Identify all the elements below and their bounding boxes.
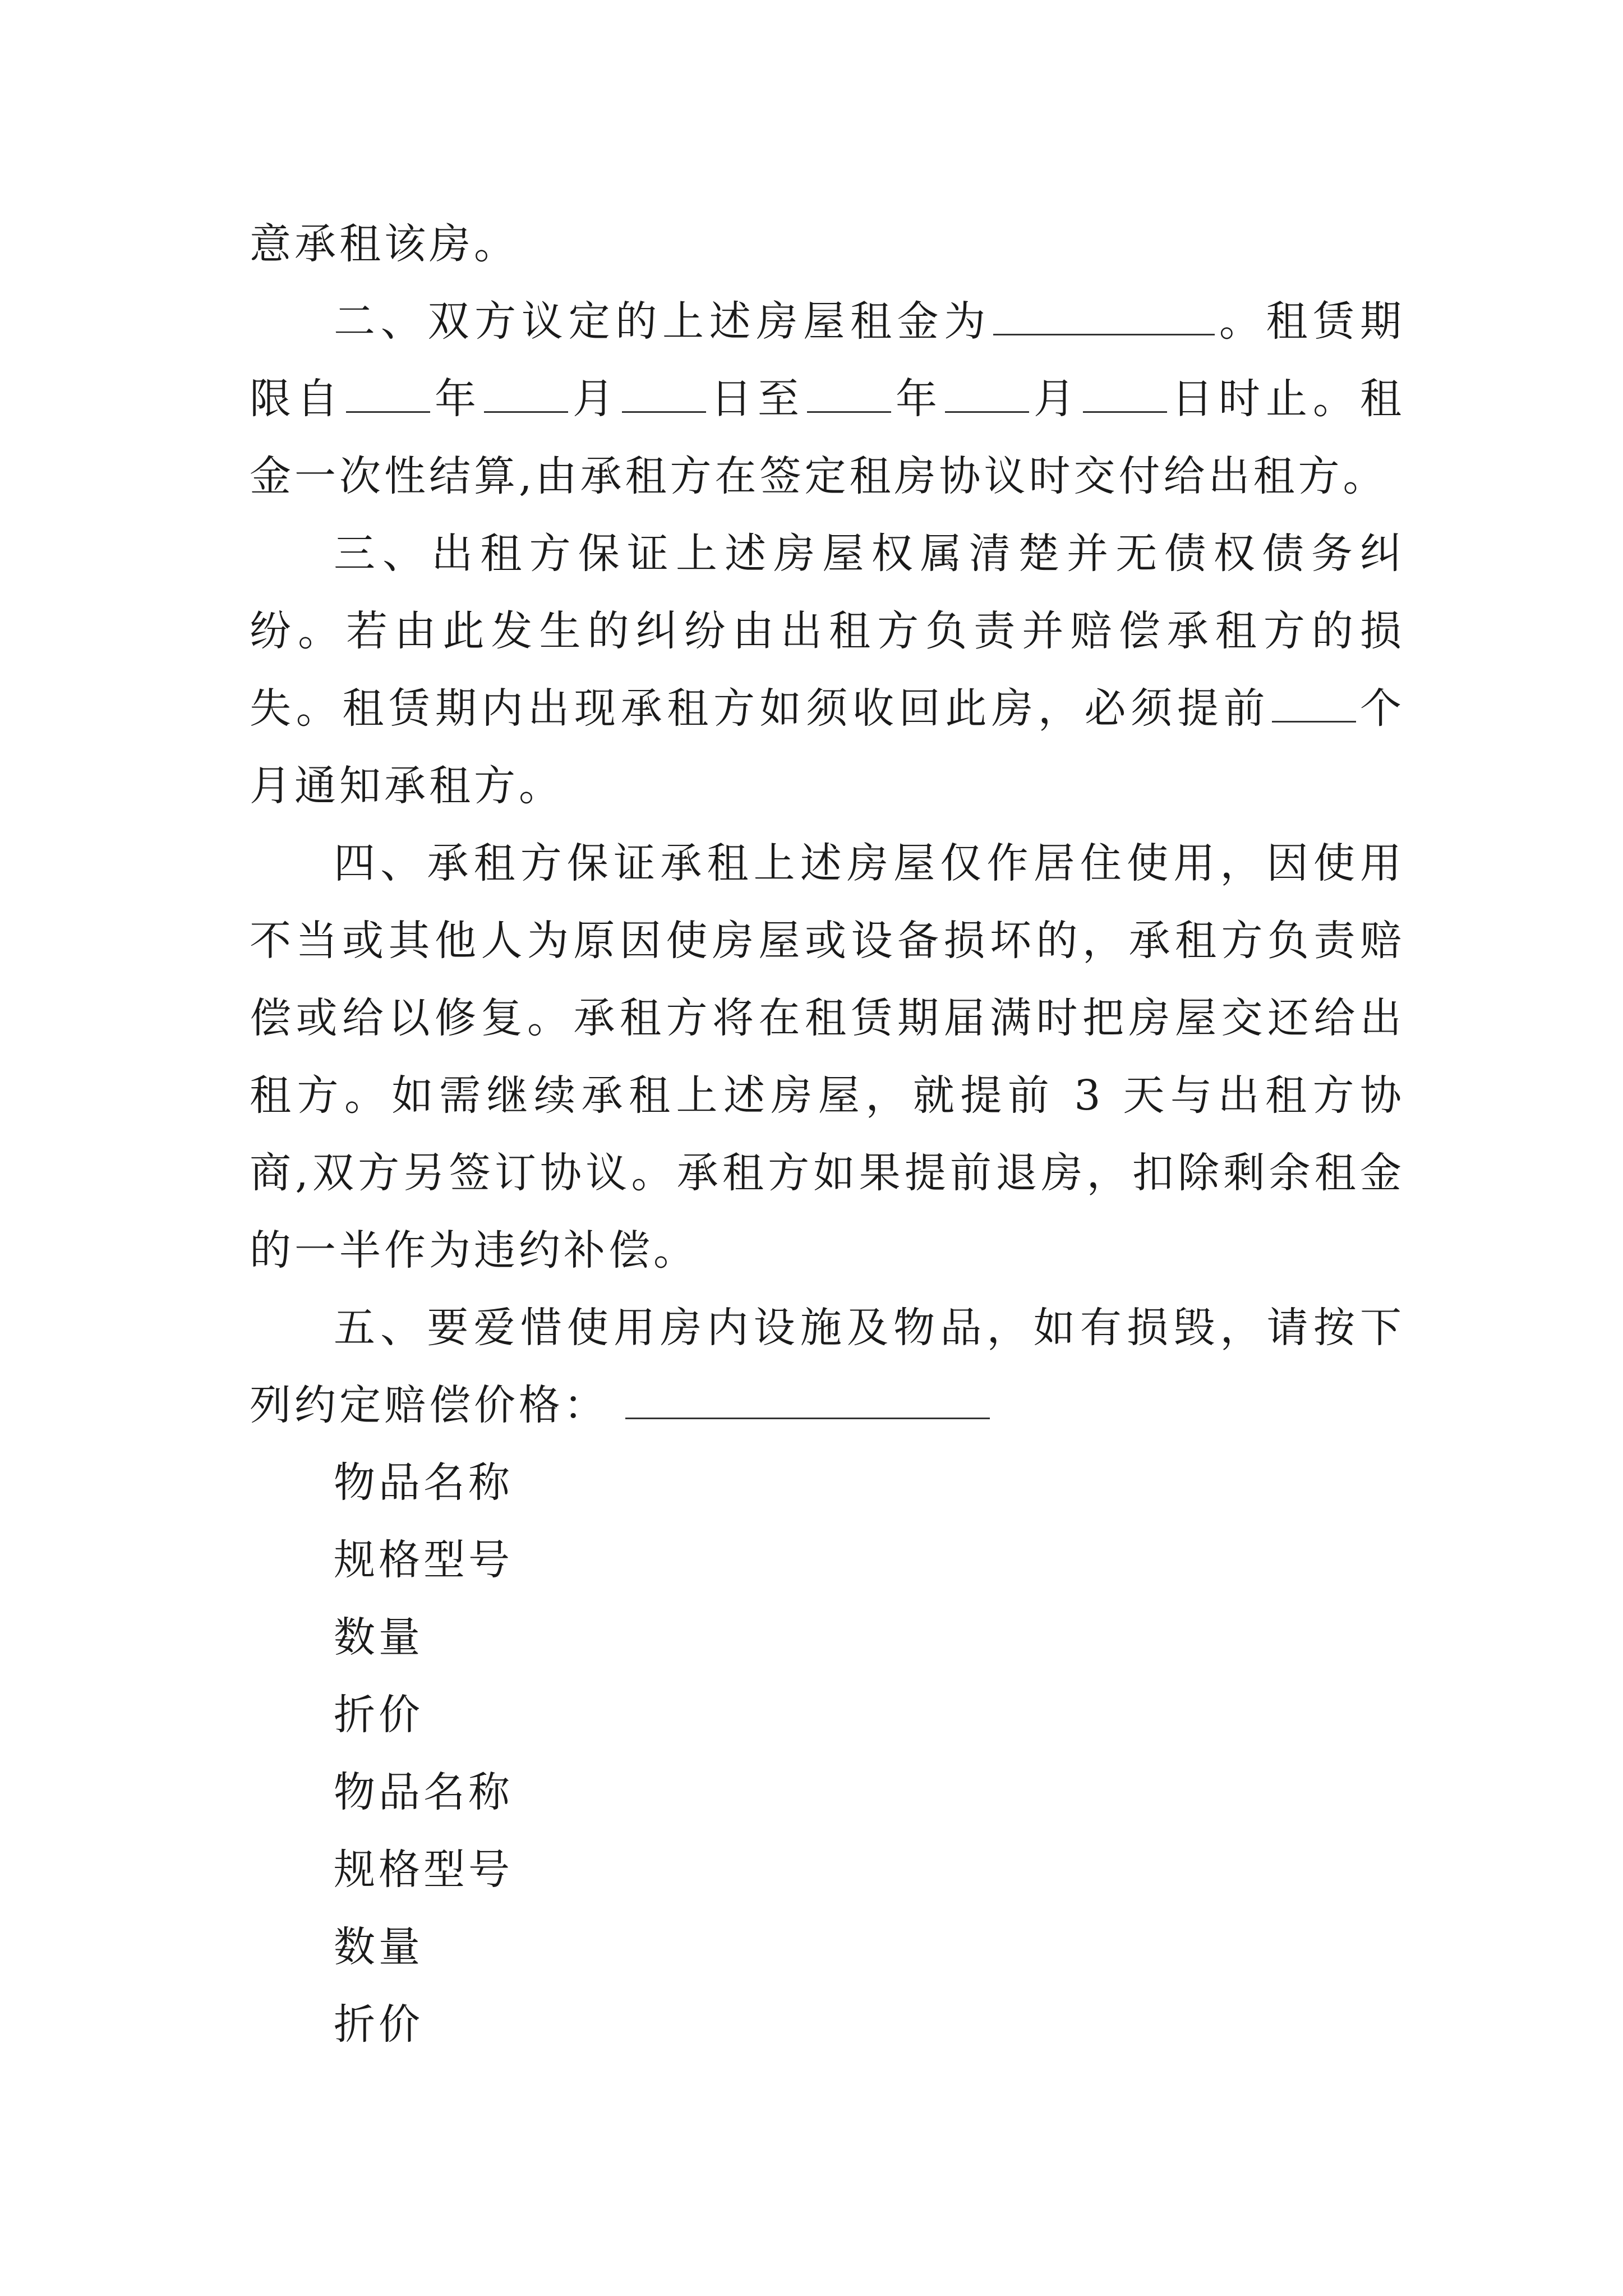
paragraph-continuation	[250, 205, 1405, 283]
clause-2-text-c: 日时止。租金一次性结算,由承租方在签定租房协议时交付给出租方。	[250, 375, 1405, 500]
rent-amount-blank[interactable]	[993, 296, 1215, 335]
item-label: 规格型号	[334, 1846, 513, 1894]
paragraph-clause-3	[250, 515, 1405, 825]
clause-2-text-b: 。租赁期限自	[250, 297, 1405, 423]
end-month-blank[interactable]	[945, 374, 1029, 413]
paragraph-clause-5	[250, 1289, 1405, 1444]
day-to-label: 日至	[708, 375, 805, 423]
notice-months-blank[interactable]	[1272, 683, 1356, 723]
month-label: 月	[1031, 375, 1081, 423]
item-label: 规格型号	[334, 1536, 513, 1584]
paragraph-text: 意承租该房。	[250, 220, 519, 268]
clause-2-text: 二、双方议定的上述房屋租金为	[334, 297, 992, 346]
paragraph-clause-2	[250, 283, 1405, 515]
compensation-price-blank[interactable]	[625, 1380, 990, 1419]
item-label: 物品名称	[334, 1458, 513, 1507]
list-item	[250, 1908, 1405, 1986]
list-item	[250, 1444, 1405, 1521]
item-label: 数量	[334, 1613, 423, 1662]
list-item	[250, 1754, 1405, 1831]
list-item	[250, 1986, 1405, 2063]
list-item	[250, 1831, 1405, 1908]
item-label: 折价	[334, 2000, 423, 2049]
start-day-blank[interactable]	[622, 374, 706, 413]
item-label: 物品名称	[334, 1768, 513, 1816]
year-label: 年	[432, 375, 482, 423]
start-month-blank[interactable]	[484, 374, 568, 413]
end-year-blank[interactable]	[807, 374, 891, 413]
list-item	[250, 1599, 1405, 1676]
item-label: 数量	[334, 1923, 423, 1971]
year-label: 年	[893, 375, 943, 423]
clause-4-text: 四、承租方保证承租上述房屋仅作居住使用，因使用不当或其他人为原因使房屋或设备损坏的，承租方负责赔偿或给以修复。承租方将在租赁期届满时把房屋交还给出租方。如需继续承租上述房屋，就提前 3 天与出租方协商,双方另签订协议。承租方如果提前退房，扣除剩余租金的一半作为违约补偿。	[250, 839, 1405, 1274]
item-label: 折价	[334, 1691, 423, 1739]
clause-3-text-b: 个月通知承租方。	[250, 684, 1405, 810]
document-body	[250, 205, 1405, 2063]
clause-3-text: 三、出租方保证上述房屋权属清楚并无债权债务纠纷。若由此发生的纠纷由出租方负责并赔偿承租方的损失。租赁期内出现承租方如须收回此房，必须提前	[250, 530, 1405, 733]
clause-5-text: 五、要爱惜使用房内设施及物品，如有损毁，请按下列约定赔偿价格：	[250, 1304, 1405, 1429]
start-year-blank[interactable]	[346, 374, 430, 413]
end-day-blank[interactable]	[1083, 374, 1167, 413]
paragraph-clause-4	[250, 825, 1405, 1289]
month-label: 月	[570, 375, 620, 423]
list-item	[250, 1676, 1405, 1754]
list-item	[250, 1521, 1405, 1599]
